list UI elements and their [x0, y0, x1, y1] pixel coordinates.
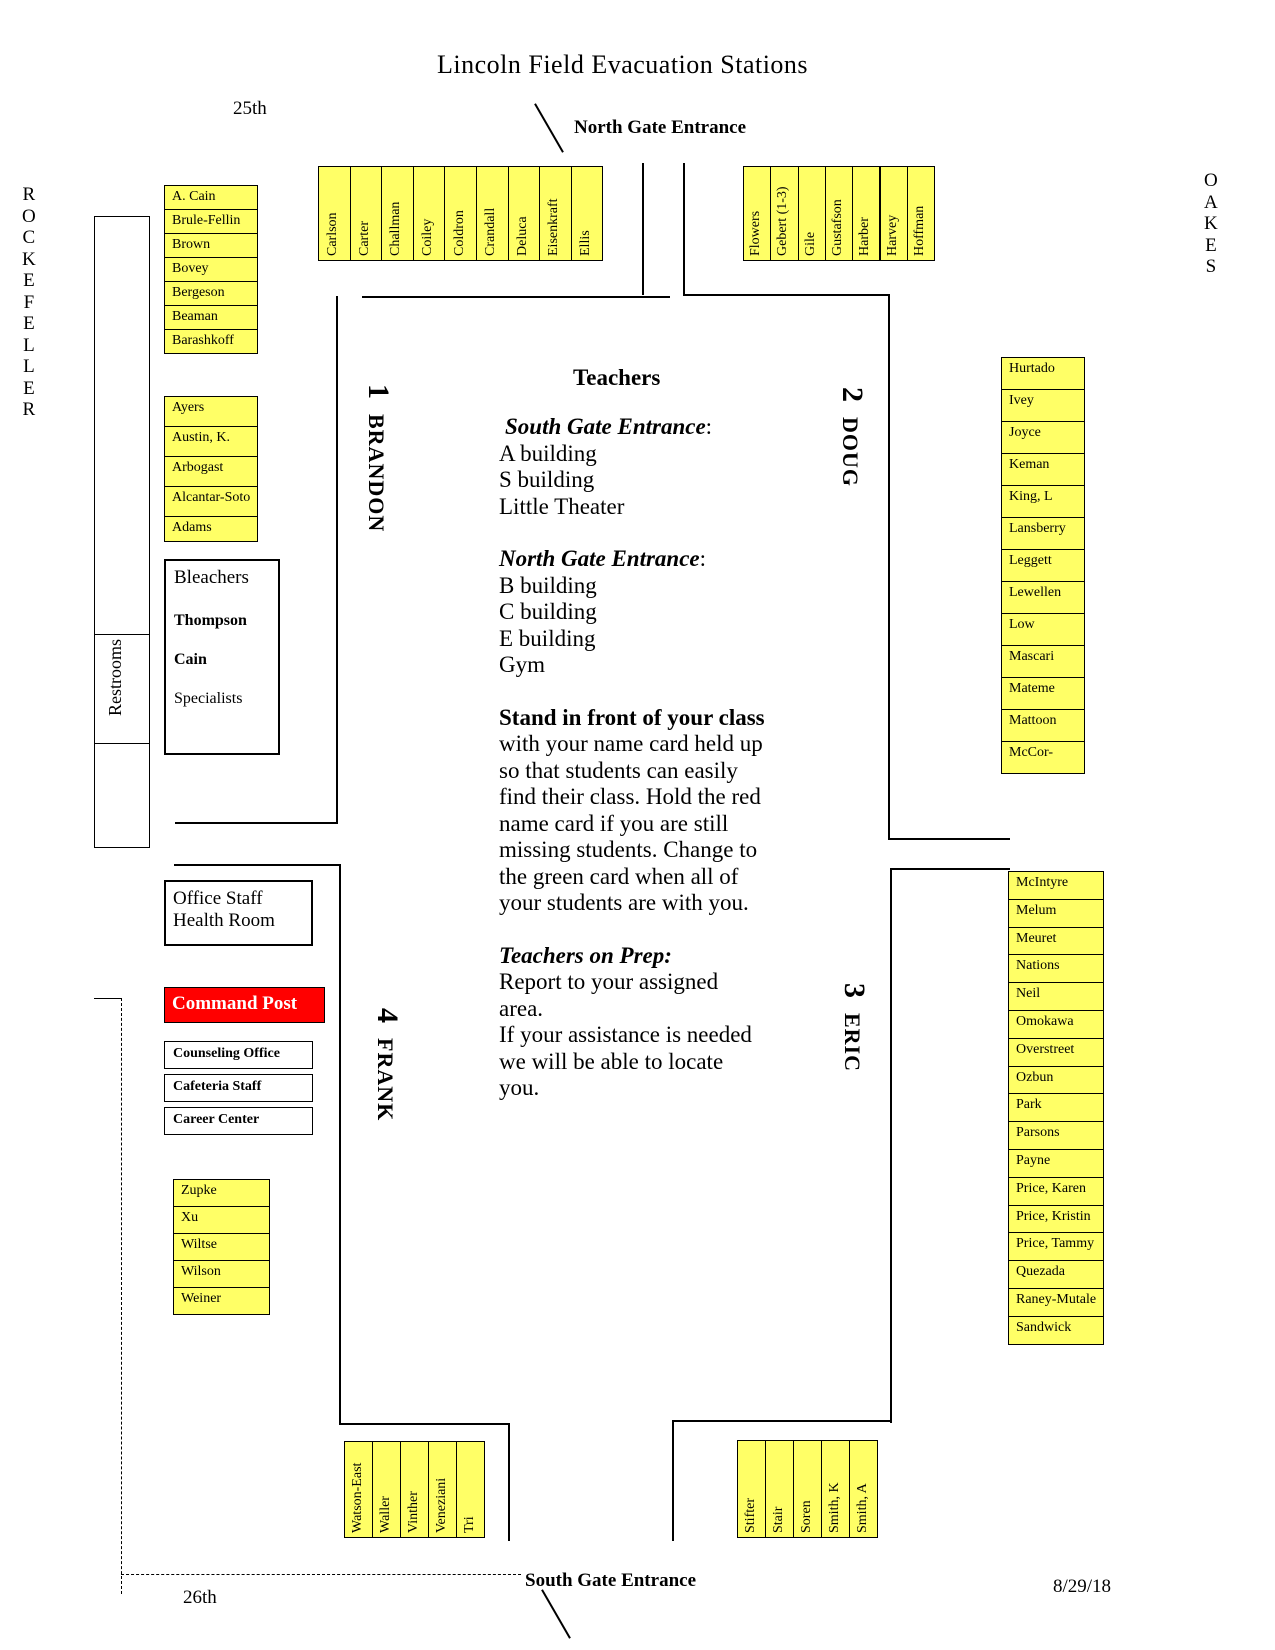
station-harber	[852, 166, 880, 261]
station-mateme: Mateme	[1001, 677, 1085, 710]
station-tri	[456, 1441, 485, 1538]
field-line	[642, 163, 644, 295]
station-ellis	[571, 166, 604, 261]
station-challman	[381, 166, 414, 261]
station-mascari: Mascari	[1001, 645, 1085, 678]
station-king-l: King, L	[1001, 485, 1085, 518]
station-bergeson: Bergeson	[164, 281, 258, 306]
field-line	[339, 864, 341, 1424]
station-low: Low	[1001, 613, 1085, 646]
street-letter: K	[1204, 213, 1218, 234]
station-coldron	[444, 166, 477, 261]
zone-name: BRANDON	[364, 414, 389, 533]
cafeteria-staff: Cafeteria Staff	[164, 1074, 313, 1102]
field-line	[672, 1420, 892, 1422]
building-item: B building	[499, 572, 597, 598]
office-staff-box	[164, 880, 313, 946]
station-carlson	[318, 166, 351, 261]
station-label: Hoffman	[911, 205, 927, 256]
station-label: Crandall	[483, 207, 499, 256]
street-letter: C	[22, 227, 36, 248]
station-price-karen: Price, Karen	[1008, 1177, 1104, 1206]
zone-number: 2	[836, 387, 869, 403]
station-label: Stair	[770, 1506, 786, 1533]
north-gate-marker	[534, 103, 564, 152]
station-brown: Brown	[164, 233, 258, 258]
station-label: Ellis	[578, 230, 594, 256]
building-item: S building	[499, 467, 595, 492]
station-vinther	[400, 1441, 429, 1538]
station-price-kristin: Price, Kristin	[1008, 1205, 1104, 1234]
instruction-paragraph	[499, 705, 769, 917]
station-quezada: Quezada	[1008, 1260, 1104, 1289]
bleachers-title: Bleachers	[174, 567, 249, 588]
station-brule-fellin: Brule-Fellin	[164, 209, 258, 234]
street-letter: K	[22, 248, 36, 270]
field-line	[672, 1420, 674, 1541]
station-label: Smith, A	[854, 1483, 870, 1533]
field-line	[683, 163, 685, 295]
station-alcantar-soto: Alcantar-Soto	[164, 486, 258, 517]
bleachers-name: Cain	[174, 651, 207, 668]
station-deluca	[508, 166, 541, 261]
field-line	[362, 296, 670, 298]
street-letter: O	[1204, 170, 1218, 191]
station-arbogast: Arbogast	[164, 456, 258, 487]
station-label: Coiley	[420, 218, 436, 256]
prep-text: Report to your assigned area.	[499, 969, 719, 1021]
zone-number: 3	[838, 983, 871, 999]
north-gate-heading: North Gate Entrance	[499, 546, 700, 571]
station-joyce: Joyce	[1001, 421, 1085, 454]
field-line	[888, 838, 1010, 840]
station-bovey: Bovey	[164, 257, 258, 282]
south-gate-label: South Gate Entrance	[525, 1570, 696, 1591]
zone-3-label	[837, 983, 871, 1072]
zone-name: ERIC	[840, 1013, 865, 1073]
fence-line	[121, 1574, 521, 1575]
station-label: Flowers	[748, 210, 764, 256]
instruction-text: with your name card held up so that students can easily find their class. Hold the red name card if you are still missing students. Change to the green card when all of your students are with you.	[499, 731, 763, 915]
street-letter: S	[1205, 256, 1217, 277]
station-watson-east	[344, 1441, 373, 1538]
station-overstreet: Overstreet	[1008, 1038, 1104, 1067]
fence-line	[121, 998, 122, 1594]
station-label: Deluca	[514, 216, 530, 256]
bleachers-box	[164, 559, 280, 755]
field-line	[888, 294, 890, 839]
field-line	[339, 1423, 509, 1425]
restroom-area	[94, 216, 150, 848]
station-melum: Melum	[1008, 899, 1104, 928]
station-omokawa: Omokawa	[1008, 1010, 1104, 1039]
zone-2-label	[835, 387, 869, 487]
station-label: Soren	[798, 1500, 814, 1533]
street-oakes	[1204, 170, 1218, 278]
station-label: Gebert (1-3)	[775, 186, 791, 256]
field-line	[890, 868, 1010, 870]
date-label: 8/29/18	[1053, 1576, 1112, 1597]
office-staff-label: Office Staff	[173, 888, 263, 909]
street-letter: E	[23, 377, 35, 399]
station-gile	[798, 166, 826, 261]
station-gebert-1-3-	[770, 166, 798, 261]
station-mattoon: Mattoon	[1001, 709, 1085, 742]
station-stifter	[737, 1440, 766, 1538]
restrooms	[94, 634, 150, 744]
street-letter: R	[22, 184, 36, 205]
station-label: Challman	[388, 201, 404, 256]
station-label: Smith, K	[826, 1482, 842, 1533]
station-park: Park	[1008, 1093, 1104, 1122]
zone-name: FRANK	[373, 1038, 398, 1122]
field-line	[508, 1423, 510, 1541]
station-nations: Nations	[1008, 954, 1104, 983]
station-mcintyre: McIntyre	[1008, 871, 1104, 900]
station-label: Eisenkraft	[546, 198, 562, 256]
career-center: Career Center	[164, 1107, 313, 1135]
station-weiner: Weiner	[173, 1287, 270, 1315]
fence-line	[94, 998, 122, 999]
station-label: Harvey	[884, 214, 900, 256]
station-austin-k-: Austin, K.	[164, 426, 258, 457]
building-item: Little Theater	[499, 493, 625, 519]
station-gustafson	[825, 166, 853, 261]
station-hoffman	[907, 166, 935, 261]
station-price-tammy: Price, Tammy	[1008, 1232, 1104, 1261]
building-item: A building	[499, 440, 597, 466]
command-post	[164, 987, 325, 1023]
field-line	[683, 294, 889, 296]
station-meuret: Meuret	[1008, 927, 1104, 956]
station-stair	[765, 1440, 794, 1538]
station-label: Waller	[377, 1496, 393, 1533]
south-gate-heading: South Gate Entrance	[505, 414, 706, 439]
station-mccor-: McCor-	[1001, 741, 1085, 774]
station-label: Gile	[802, 231, 818, 256]
street-letter: E	[23, 270, 35, 291]
station-barashkoff: Barashkoff	[164, 329, 258, 354]
field-line	[175, 822, 338, 824]
station-payne: Payne	[1008, 1149, 1104, 1178]
station-ozbun: Ozbun	[1008, 1066, 1104, 1095]
street-letter: A	[1204, 191, 1218, 213]
station-hurtado: Hurtado	[1001, 357, 1085, 390]
station-soren	[793, 1440, 822, 1538]
street-letter: F	[23, 291, 35, 313]
building-item: E building	[499, 625, 596, 651]
zone-4-label	[370, 1008, 404, 1121]
station-label: Tri	[461, 1516, 477, 1533]
station-veneziani	[428, 1441, 457, 1538]
station-smith-a	[849, 1440, 878, 1538]
station-ivey: Ivey	[1001, 389, 1085, 422]
station-wilson: Wilson	[173, 1260, 270, 1288]
station-coiley	[413, 166, 446, 261]
street-letter: E	[23, 313, 35, 334]
station-beaman: Beaman	[164, 305, 258, 330]
station-a-cain: A. Cain	[164, 185, 258, 210]
building-item: Gym	[499, 652, 545, 677]
counseling-office: Counseling Office	[164, 1041, 313, 1069]
station-lewellen: Lewellen	[1001, 581, 1085, 614]
street-letter: L	[23, 334, 35, 356]
bleachers-specialists: Specialists	[174, 690, 243, 707]
command-post-label: Command Post	[172, 993, 298, 1014]
street-letter: R	[22, 399, 36, 420]
bleachers-name: Thompson	[174, 612, 247, 629]
street-25th: 25th	[233, 98, 267, 119]
station-zupke: Zupke	[173, 1179, 270, 1207]
station-crandall	[476, 166, 509, 261]
street-26th: 26th	[183, 1587, 217, 1608]
zone-number: 4	[371, 1008, 404, 1024]
station-label: Veneziani	[433, 1477, 449, 1533]
station-flowers	[743, 166, 771, 261]
street-letter: L	[23, 356, 35, 377]
station-ayers: Ayers	[164, 396, 258, 427]
north-gate-label: North Gate Entrance	[574, 117, 747, 138]
station-sandwick: Sandwick	[1008, 1316, 1104, 1345]
station-adams: Adams	[164, 516, 258, 542]
station-label: Carlson	[325, 212, 341, 256]
field-line	[174, 864, 340, 866]
station-label: Gustafson	[830, 199, 846, 256]
prep-heading: Teachers on Prep:	[499, 942, 672, 968]
station-lansberry: Lansberry	[1001, 517, 1085, 550]
station-waller	[372, 1441, 401, 1538]
station-harvey	[880, 166, 908, 261]
instruction-bold: Stand in front of your class	[499, 704, 765, 730]
station-parsons: Parsons	[1008, 1121, 1104, 1150]
south-gate-marker	[541, 1589, 571, 1638]
station-leggett: Leggett	[1001, 549, 1085, 582]
station-xu: Xu	[173, 1206, 270, 1234]
station-carter	[350, 166, 383, 261]
street-letter: O	[22, 205, 36, 227]
station-label: Watson-East	[349, 1462, 365, 1533]
street-rockefeller	[22, 184, 36, 421]
map-title: Lincoln Field Evacuation Stations	[437, 50, 809, 79]
station-keman: Keman	[1001, 453, 1085, 486]
station-label: Carter	[356, 221, 372, 256]
teachers-heading: Teachers	[573, 365, 661, 390]
prep-text: If your assistance is needed we will be able to locate you.	[499, 1022, 752, 1100]
station-label: Harber	[857, 217, 873, 256]
field-line	[890, 868, 892, 1423]
station-neil: Neil	[1008, 982, 1104, 1011]
station-label: Vinther	[405, 1491, 421, 1533]
station-raney-mutale: Raney-Mutale	[1008, 1288, 1104, 1317]
zone-1-label	[361, 384, 395, 532]
restrooms-label: Restrooms	[105, 638, 125, 716]
instructions: South Gate Entrance: A building S building Little Theater North Gate Entrance: B building C building E building Gym Stand in front of your class with your name card held up so that students can easily find their class. Hold the red name card if you are still missing students. Change to the green card when all of your students are with you. Teachers on Prep: Report to your assigned area. If your assistance is needed we will be able to locate you.	[499, 414, 799, 1102]
station-label: Stifter	[742, 1498, 758, 1533]
station-eisenkraft	[539, 166, 572, 261]
station-wiltse: Wiltse	[173, 1233, 270, 1261]
field-line	[336, 296, 338, 822]
station-smith-k	[821, 1440, 850, 1538]
street-letter: E	[1205, 234, 1217, 256]
health-room-label: Health Room	[173, 910, 275, 931]
zone-number: 1	[362, 384, 395, 400]
building-item: C building	[499, 599, 597, 624]
station-label: Coldron	[451, 210, 467, 256]
zone-name: DOUG	[838, 417, 863, 487]
